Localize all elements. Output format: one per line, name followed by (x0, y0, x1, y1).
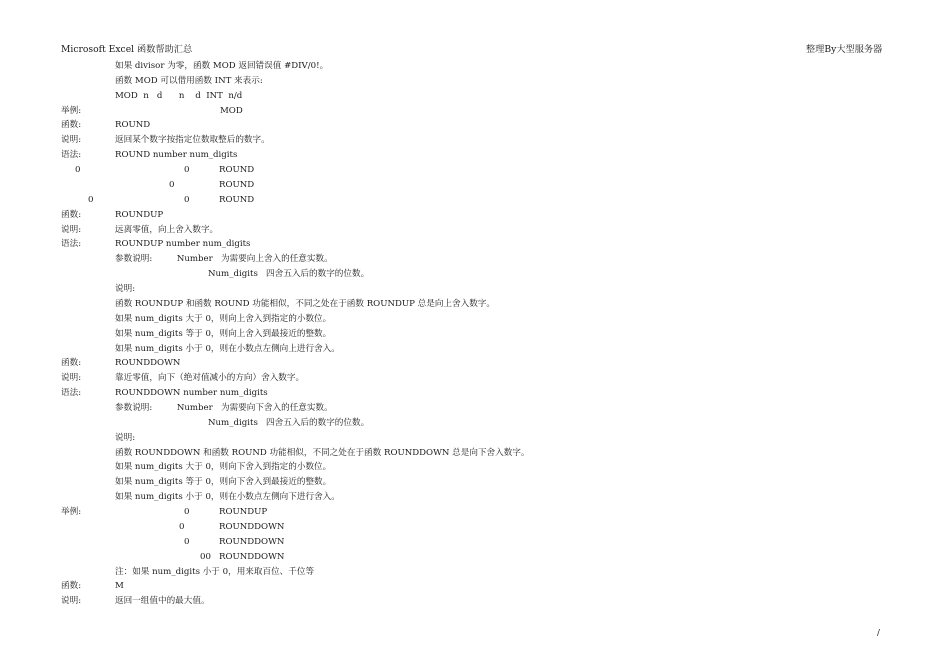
row-label: 说明: (61, 224, 82, 235)
example-value: 0 (184, 165, 190, 176)
example-value: 0 (88, 194, 94, 205)
example-value: 0 (184, 194, 190, 205)
doc-line: 说明: (115, 432, 136, 443)
row-label: 函数: (61, 581, 82, 592)
doc-line: 如果 num_digits 等于 0，则向下舍入到最接近的整数。 (115, 477, 332, 488)
doc-line: 如果 num_digits 小于 0，则在小数点左侧向上进行舍入。 (115, 343, 340, 354)
doc-line: ROUND (115, 120, 151, 131)
row-label: 说明: (61, 135, 82, 146)
doc-line: ROUNDUP number num_digits (115, 239, 251, 250)
row-label: 说明: (61, 596, 82, 607)
doc-line: 参数说明: Number 为需要向下舍入的任意实数。 (115, 403, 333, 413)
doc-line: ROUND (219, 194, 255, 205)
doc-line: 如果 num_digits 大于 0，则向上舍入到指定的小数位。 (115, 313, 332, 324)
doc-line: 注：如果 num_digits 小于 0，用来取百位、千位等 (115, 566, 315, 577)
doc-line: ROUNDUP (115, 209, 164, 220)
doc-line: MOD (220, 105, 243, 116)
page-header-right: 整理By大型服务器 (806, 44, 883, 55)
row-label: 语法: (61, 388, 82, 399)
row-label: 说明: (61, 373, 82, 384)
doc-line: 如果 num_digits 大于 0，则向下舍入到指定的小数位。 (115, 462, 332, 473)
doc-line: ROUNDDOWN (115, 358, 181, 369)
row-label: 举例: (61, 507, 82, 518)
example-value: 0 (169, 179, 175, 190)
doc-line: Num_digits 四舍五入后的数字的位数。 (208, 417, 370, 428)
doc-line: ROUNDDOWN (219, 536, 285, 547)
doc-line: ROUNDDOWN number num_digits (115, 388, 268, 399)
doc-line: 如果 num_digits 等于 0，则向上舍入到最接近的整数。 (115, 328, 332, 339)
page-header-left: Microsoft Excel 函数帮助汇总 (61, 44, 193, 55)
row-label: 函数: (61, 358, 82, 369)
doc-line: ROUNDUP (219, 507, 268, 518)
doc-line: 如果 divisor 为零，函数 MOD 返回错误值 #DIV/0!。 (115, 61, 329, 71)
doc-line: MOD n d n d INT n/d (115, 90, 243, 101)
row-label: 语法: (61, 239, 82, 250)
doc-line: 说明: (115, 284, 136, 295)
doc-line: 返回一组值中的最大值。 (115, 596, 210, 607)
doc-line: 函数 ROUNDUP 和函数 ROUND 功能相似，不同之处在于函数 ROUNDUP 总是向上舍入数字。 (115, 298, 495, 309)
doc-line: M (115, 581, 124, 592)
row-label: 函数: (61, 120, 82, 131)
doc-line: ROUNDDOWN (219, 551, 285, 562)
row-label: 举例: (61, 105, 82, 116)
doc-line: ROUND (219, 179, 255, 190)
doc-line: ROUND number num_digits (115, 150, 238, 161)
page-number-mark: / (877, 628, 880, 638)
example-value: 0 (184, 536, 190, 547)
doc-line: 函数 ROUNDDOWN 和函数 ROUND 功能相似，不同之处在于函数 ROUNDDOWN 总是向下舍入数字。 (115, 447, 530, 458)
example-value: 0 (184, 507, 190, 518)
doc-line: 参数说明: Number 为需要向上舍入的任意实数。 (115, 254, 333, 265)
doc-line: Num_digits 四舍五入后的数字的位数。 (208, 269, 370, 280)
example-value: 00 (200, 551, 211, 562)
doc-line: ROUND (219, 165, 255, 176)
doc-line: 如果 num_digits 小于 0，则在小数点左侧向下进行舍入。 (115, 492, 340, 503)
doc-line: 远离零值，向上舍入数字。 (115, 224, 219, 235)
doc-line: ROUNDDOWN (219, 521, 285, 532)
doc-line: 靠近零值，向下（绝对值减小的方向）舍入数字。 (115, 373, 305, 384)
example-value: 0 (179, 521, 185, 532)
row-label: 语法: (61, 150, 82, 161)
example-value: 0 (75, 165, 81, 176)
row-label: 函数: (61, 209, 82, 220)
doc-line: 返回某个数字按指定位数取整后的数字。 (115, 135, 270, 146)
doc-line: 函数 MOD 可以借用函数 INT 来表示: (115, 75, 263, 86)
